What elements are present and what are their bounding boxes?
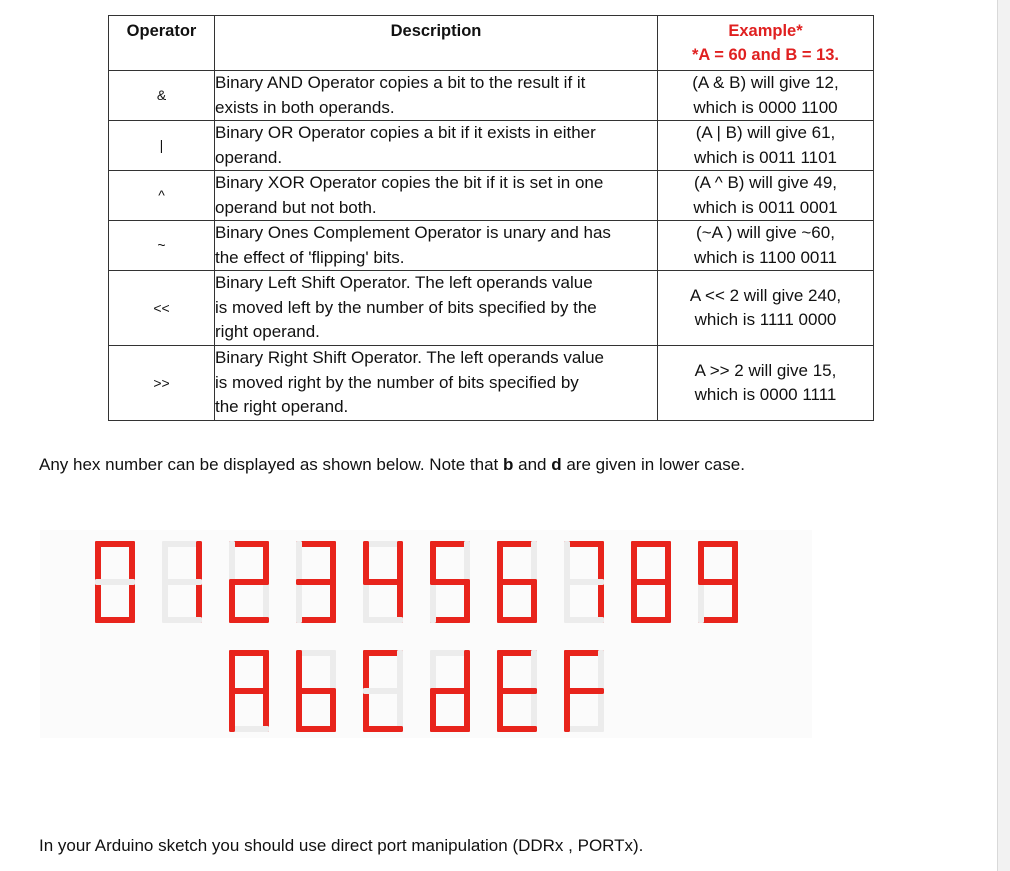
segment-g-on [497,688,537,694]
segment-c-on [732,582,738,623]
table-row [109,121,874,171]
hex-note-b: b [503,455,514,474]
example-line: (A & B) will give 12, [692,73,839,92]
seven-segment-digit-d [430,650,470,732]
segment-f-off [162,541,168,582]
description-line: the effect of 'flipping' bits. [215,247,405,267]
description-line: Binary AND Operator copies a bit to the result if it [215,73,586,92]
segment-c-on [464,691,470,732]
segment-f-off [564,541,570,582]
operator-cell: >> [109,346,215,421]
description-line: Binary Ones Complement Operator is unary and has [215,223,611,242]
header-example-values: *A = 60 and B = 13. [691,46,840,64]
seven-segment-digit-2 [229,541,269,623]
page-edge [997,0,1010,871]
description-cell [215,121,658,171]
segment-f-on [363,541,369,582]
segment-g-off [95,579,135,585]
arduino-note: In your Arduino sketch you should use direct port manipulation (DDRx , PORTx). [39,836,644,855]
table-row [109,71,874,121]
segment-b-off [397,650,403,691]
seven-segment-digit-5 [430,541,470,623]
description-cell [215,171,658,221]
segment-c-on [464,582,470,623]
segment-b-on [397,541,403,582]
segment-c-on [196,582,202,623]
segment-c-on [263,691,269,732]
bitwise-operators-table [108,15,874,421]
segment-e-on [497,691,503,732]
header-operator: Operator [109,16,215,71]
header-example [658,16,874,71]
example-line: A << 2 will give 240, [689,285,842,305]
segment-g-on [698,579,738,585]
segment-g-off [162,579,202,585]
seven-segment-digit-7 [564,541,604,623]
seven-segment-display [40,530,812,738]
segment-e-off [698,582,704,623]
example-line: (A ^ B) will give 49, [693,173,838,192]
example-cell [658,121,874,171]
segment-c-off [397,691,403,732]
description-line: the right operand. [215,397,349,417]
example-line: A >> 2 will give 15, [694,360,837,380]
seven-segment-digit-E [497,650,537,732]
seven-segment-digit-0 [95,541,135,623]
header-example-title: Example* [728,22,803,40]
segment-f-off [296,541,302,582]
description-line: Binary XOR Operator copies the bit if it is set in one [215,173,604,192]
segment-b-on [598,541,604,582]
hex-note-d: d [551,455,562,474]
segment-b-on [129,541,135,582]
description-line: operand. [215,147,283,167]
segment-f-on [564,650,570,691]
segment-f-on [497,541,503,582]
seven-segment-digit-9 [698,541,738,623]
segment-g-on [631,579,671,585]
segment-c-on [665,582,671,623]
seven-segment-digit-F [564,650,604,732]
description-cell [215,221,658,271]
segment-e-on [229,582,235,623]
example-cell [658,71,874,121]
seven-segment-digit-C [363,650,403,732]
segment-b-off [531,650,537,691]
description-line: operand but not both. [215,197,377,217]
seven-segment-panel [40,530,812,738]
segment-f-on [229,650,235,691]
operator-cell: << [109,271,215,346]
segment-e-on [564,691,570,732]
segment-e-on [497,582,503,623]
operator-cell: ~ [109,221,215,271]
segment-b-on [263,650,269,691]
segment-e-off [430,582,436,623]
example-line: which is 0000 1111 [694,385,837,404]
header-description: Description [215,16,658,71]
example-line: which is 1111 0000 [694,310,837,329]
segment-g-on [296,579,336,585]
example-line: which is 0011 0001 [693,197,838,217]
segment-b-on [196,541,202,582]
segment-c-off [263,582,269,623]
segment-e-on [95,582,101,623]
example-line: (A | B) will give 61, [695,123,836,142]
segment-b-off [330,650,336,691]
segment-g-on [430,579,470,585]
description-line: exists in both operands. [215,97,395,117]
seven-segment-digit-6 [497,541,537,623]
segment-c-on [598,582,604,623]
operator-cell: & [109,71,215,121]
segment-f-off [229,541,235,582]
segment-e-on [363,691,369,732]
operator-cell: ^ [109,171,215,221]
segment-e-on [296,691,302,732]
segment-e-on [430,691,436,732]
segment-f-on [698,541,704,582]
segment-e-on [631,582,637,623]
segment-g-off [564,579,604,585]
segment-c-on [397,582,403,623]
description-line: Binary Left Shift Operator. The left operands value [215,273,593,293]
segment-c-on [330,691,336,732]
segment-f-on [296,650,302,691]
table-row [109,346,874,421]
operator-cell: | [109,121,215,171]
segment-g-on [229,688,269,694]
description-cell [215,346,658,421]
segment-g-off [363,688,403,694]
segment-e-off [162,582,168,623]
seven-segment-digit-b [296,650,336,732]
segment-g-on [430,688,470,694]
hex-note-and: and [513,455,552,474]
seven-segment-digit-3 [296,541,336,623]
hex-display-note [39,455,745,475]
segment-f-on [363,650,369,691]
segment-c-on [531,582,537,623]
hex-note-tail: are given in lower case. [561,455,745,474]
segment-c-off [531,691,537,732]
description-cell [215,271,658,346]
example-line: (~A ) will give ~60, [696,223,835,242]
example-line: which is 0000 1100 [693,97,838,117]
segment-b-off [531,541,537,582]
description-line: is moved right by the number of bits specified by [215,372,579,392]
segment-c-off [598,691,604,732]
segment-f-on [497,650,503,691]
segment-e-off [363,582,369,623]
seven-segment-digit-4 [363,541,403,623]
segment-g-on [363,579,403,585]
table-header-row [109,16,874,71]
segment-g-on [497,579,537,585]
segment-b-on [464,650,470,691]
description-cell [215,71,658,121]
example-cell [658,221,874,271]
example-line: which is 0011 1101 [693,147,838,167]
seven-segment-digit-1 [162,541,202,623]
segment-g-on [229,579,269,585]
description-line: right operand. [215,322,320,342]
table-row [109,171,874,221]
hex-note-text: Any hex number can be displayed as shown below. Note that [39,455,504,474]
description-line: Binary OR Operator copies a bit if it exists in either [215,123,596,142]
segment-f-on [631,541,637,582]
segment-b-on [330,541,336,582]
example-cell [658,271,874,346]
example-cell [658,346,874,421]
seven-segment-digit-8 [631,541,671,623]
example-cell [658,171,874,221]
segment-b-on [732,541,738,582]
segment-b-off [598,650,604,691]
segment-b-on [263,541,269,582]
segment-c-on [129,582,135,623]
segment-e-off [296,582,302,623]
segment-b-off [464,541,470,582]
segment-g-on [564,688,604,694]
segment-e-off [564,582,570,623]
segment-f-on [95,541,101,582]
description-line: Binary Right Shift Operator. The left operands value [215,348,605,368]
table-row [109,221,874,271]
seven-segment-digit-A [229,650,269,732]
segment-c-on [330,582,336,623]
segment-g-on [296,688,336,694]
segment-e-on [229,691,235,732]
segment-f-off [430,650,436,691]
table-row [109,271,874,346]
description-line: is moved left by the number of bits specified by the [215,297,597,317]
segment-b-on [665,541,671,582]
segment-f-on [430,541,436,582]
example-line: which is 1100 0011 [693,247,838,267]
